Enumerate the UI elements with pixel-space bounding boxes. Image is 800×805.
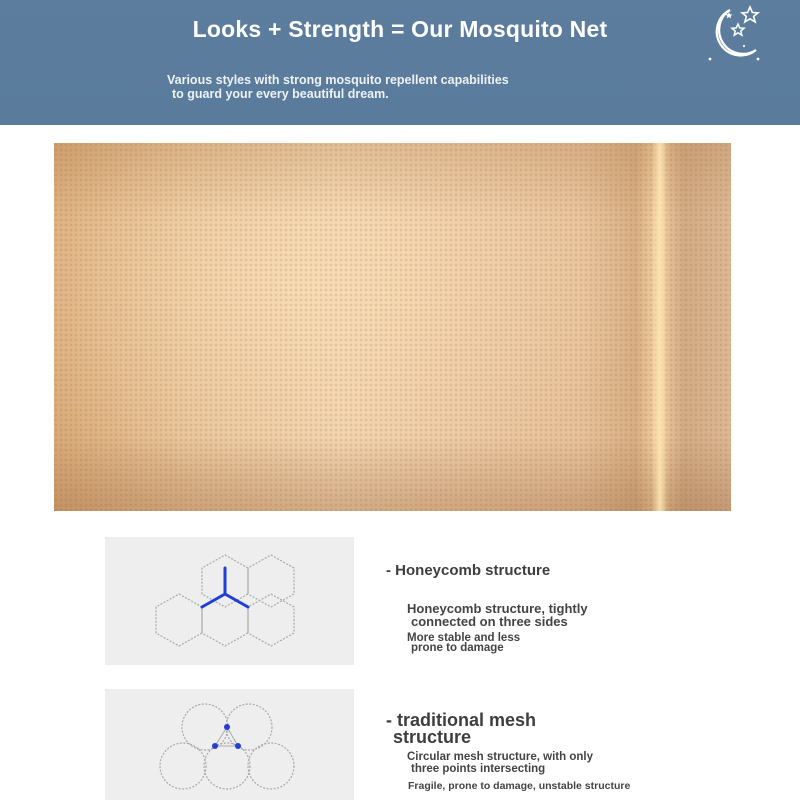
- circle-bottom-middle: [204, 743, 250, 789]
- circle-top-right: [226, 704, 272, 750]
- honeycomb-diagram: [105, 537, 354, 665]
- traditional-mesh-description-line-1: Circular mesh structure, with only: [407, 751, 593, 763]
- honeycomb-heading: - Honeycomb structure: [386, 562, 551, 579]
- circle-bottom-left: [160, 743, 206, 789]
- traditional-mesh-description: [407, 751, 593, 775]
- honeycomb-description: [407, 602, 588, 628]
- traditional-mesh-heading-line-2: structure: [393, 727, 472, 747]
- banner-subtitle-line-1: Various styles with strong mosquito repellent capabilities: [167, 73, 509, 87]
- moon-stars-icon: [700, 2, 766, 64]
- traditional-mesh-diagram: [105, 689, 354, 800]
- circle-bottom-right: [248, 743, 294, 789]
- banner-subtitle: [167, 73, 647, 101]
- hexagon-bottom-left: [156, 594, 202, 646]
- traditional-mesh-heading: [386, 712, 536, 746]
- mosquito-net-photo: [54, 143, 731, 511]
- banner-subtitle-line-2: to guard your every beautiful dream.: [172, 87, 389, 101]
- honeycomb-junction-lines: [202, 568, 248, 607]
- traditional-mesh-description-line-2: three points intersecting: [411, 763, 546, 775]
- net-pole-highlight: [652, 143, 668, 511]
- hexagon-top-right: [248, 555, 294, 607]
- traditional-mesh-diagram-graphic: [105, 689, 354, 800]
- circle-top-left: [182, 704, 228, 750]
- honeycomb-note-line-1: More stable and less: [407, 632, 521, 644]
- honeycomb-note: [407, 633, 520, 653]
- hexagon-bottom-right: [248, 594, 294, 646]
- banner-title: Looks + Strength = Our Mosquito Net: [192, 16, 608, 42]
- traditional-mesh-heading-line-1: - traditional mesh: [386, 710, 537, 730]
- honeycomb-diagram-graphic: [105, 537, 354, 665]
- honeycomb-description-line-2: connected on three sides: [411, 614, 568, 629]
- header-banner: [0, 0, 800, 125]
- mesh-intersection-points: [212, 724, 241, 749]
- traditional-mesh-note: Fragile, prone to damage, unstable structure: [408, 780, 631, 792]
- photo-shading: [54, 143, 731, 511]
- honeycomb-description-line-1: Honeycomb structure, tightly: [407, 601, 588, 616]
- honeycomb-note-line-2: prone to damage: [411, 642, 504, 654]
